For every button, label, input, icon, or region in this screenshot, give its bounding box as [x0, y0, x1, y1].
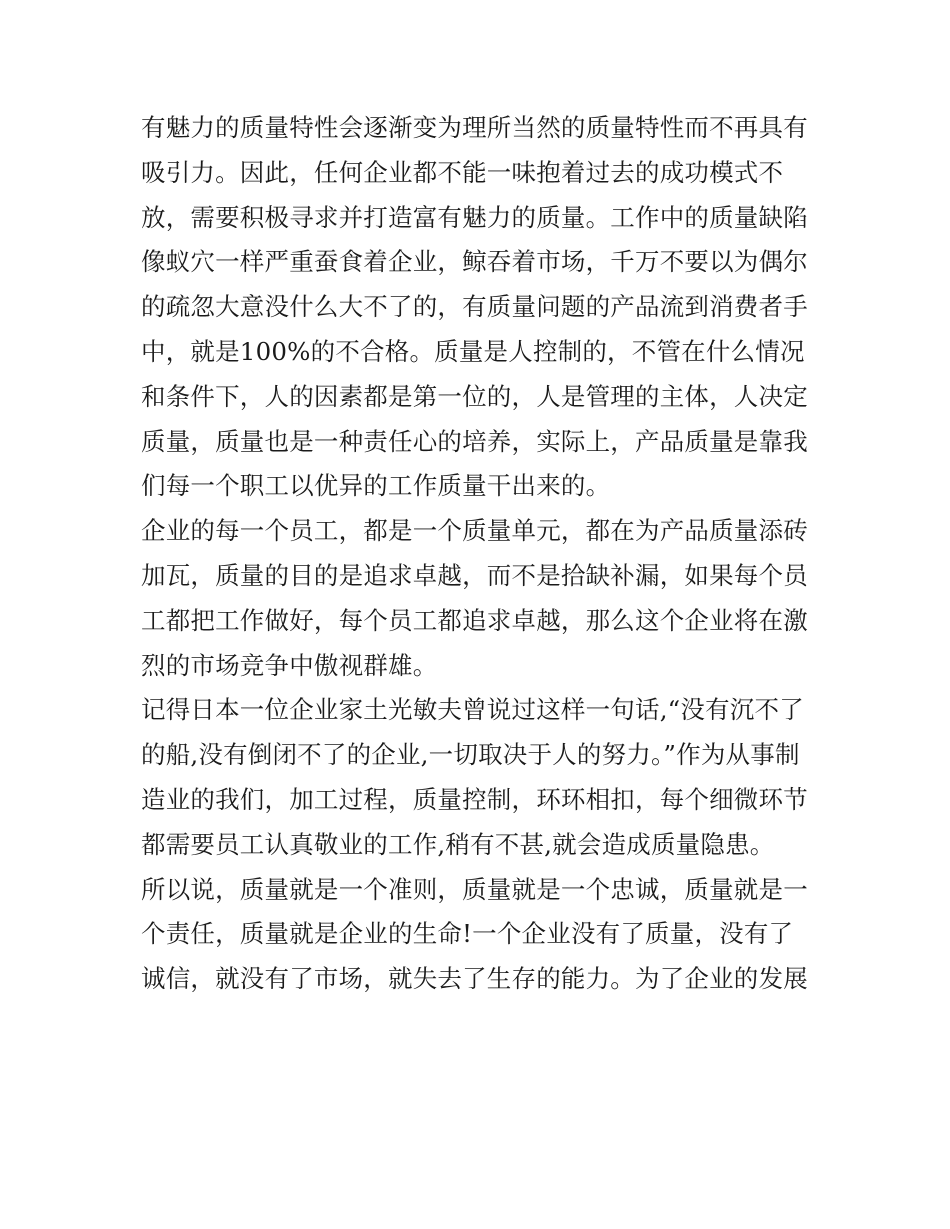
text-line: 和条件下，人的因素都是第一位的，人是管理的主体，人决定 — [141, 381, 808, 411]
text-line: 烈的市场竞争中傲视群雄。 — [141, 650, 438, 680]
text-line: 们每一个职工以优异的工作质量干出来的。 — [141, 471, 611, 501]
text-line: 放，需要积极寻求并打造富有魅力的质量。工作中的质量缺陷 — [141, 202, 808, 232]
text-line: 加瓦，质量的目的是追求卓越，而不是拾缺补漏，如果每个员 — [141, 560, 808, 590]
text-line: 所以说，质量就是一个准则，质量就是一个忠诚，质量就是一 — [141, 874, 808, 904]
text-line: 个责任，质量就是企业的生命!一个企业没有了质量，没有了 — [141, 919, 794, 949]
text-line: 的疏忽大意没什么大不了的，有质量问题的产品流到消费者手 — [141, 292, 808, 322]
text-line: 造业的我们，加工过程，质量控制，环环相扣，每个细微环节 — [141, 784, 808, 814]
text-line: 吸引力。因此，任何企业都不能一味抱着过去的成功模式不 — [141, 157, 784, 187]
body-text — [141, 106, 813, 1002]
text-line: 质量，质量也是一种责任心的培养，实际上，产品质量是靠我 — [141, 426, 808, 456]
text-line: 诚信，就没有了市场，就失去了生存的能力。为了企业的发展 — [141, 964, 808, 994]
text-line: 的船,没有倒闭不了的企业,一切取决于人的努力。”作为从事制 — [141, 740, 800, 770]
text-line: 企业的每一个员工，都是一个质量单元，都在为产品质量添砖 — [141, 516, 808, 546]
text-line: 有魅力的质量特性会逐渐变为理所当然的质量特性而不再具有 — [141, 113, 808, 142]
text-line: 工都把工作做好，每个员工都追求卓越，那么这个企业将在激 — [141, 605, 808, 635]
text-line: 记得日本一位企业家土光敏夫曾说过这样一句话,“没有沉不了 — [141, 695, 804, 725]
text-line: 都需要员工认真敬业的工作,稍有不甚,就会造成质量隐患。 — [141, 829, 775, 859]
text-line: 中，就是100%的不合格。质量是人控制的，不管在什么情况 — [141, 336, 805, 366]
text-line: 像蚁穴一样严重蚕食着企业，鲸吞着市场，千万不要以为偶尔 — [141, 247, 808, 277]
